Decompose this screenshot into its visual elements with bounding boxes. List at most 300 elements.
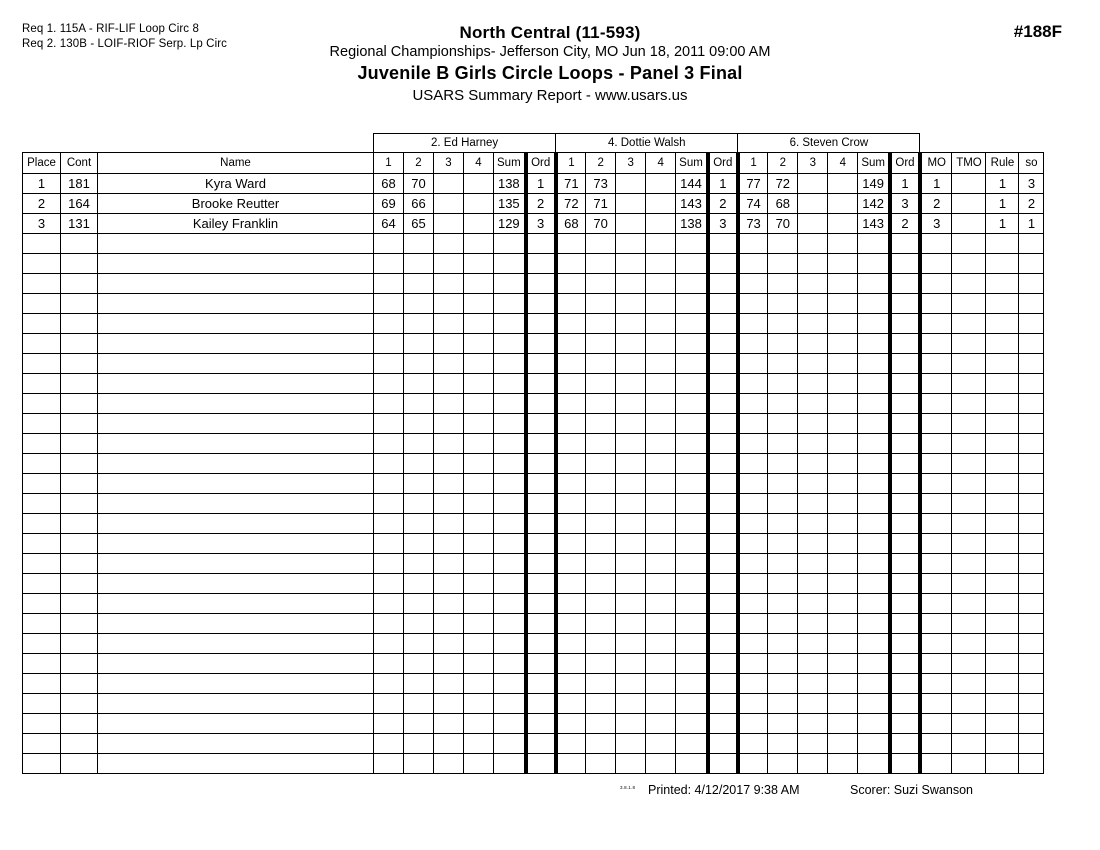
cell-empty [374,334,404,354]
cell-empty [986,654,1019,674]
cell-empty [890,334,920,354]
cell-empty [586,594,616,614]
cell-empty [23,654,61,674]
cell-empty [23,714,61,734]
cell-empty [464,494,494,514]
header-judge2-3: 3 [616,153,646,174]
cell-empty [708,454,738,474]
table-row-empty [23,414,1044,434]
cell-empty [828,534,858,554]
cell-empty [98,414,374,434]
cell-empty [828,274,858,294]
cell-empty [890,694,920,714]
cell-empty [798,414,828,434]
cell-empty [890,374,920,394]
cell-empty [858,614,890,634]
judge-row-spacer [23,134,374,153]
cell-empty [374,254,404,274]
cell-judge3-ord: 3 [890,194,920,214]
cell-empty [890,514,920,534]
cell-empty [1019,494,1044,514]
cell-empty [464,474,494,494]
cell-empty [464,514,494,534]
cell-empty [61,534,98,554]
table-row-empty [23,614,1044,634]
cell-cont: 164 [61,194,98,214]
cell-judge1-sum: 138 [494,174,526,194]
cell-judge1-s2: 70 [404,174,434,194]
cell-empty [61,514,98,534]
cell-empty [1019,594,1044,614]
cell-empty [616,474,646,494]
cell-empty [920,354,952,374]
cell-empty [708,574,738,594]
cell-empty [61,754,98,774]
header-judge1-1: 1 [374,153,404,174]
cell-empty [952,374,986,394]
cell-empty [526,414,556,434]
cell-empty [434,234,464,254]
cell-empty [586,334,616,354]
cell-empty [374,614,404,634]
cell-empty [798,734,828,754]
cell-judge2-s2: 73 [586,174,616,194]
cell-judge2-ord: 2 [708,194,738,214]
cell-judge3-s2: 70 [768,214,798,234]
cell-empty [374,414,404,434]
cell-empty [798,614,828,634]
cell-judge1-s1: 68 [374,174,404,194]
table-row-empty [23,354,1044,374]
cell-empty [556,474,586,494]
cell-empty [646,594,676,614]
cell-judge1-s1: 69 [374,194,404,214]
cell-empty [676,754,708,774]
cell-judge1-ord: 2 [526,194,556,214]
cell-empty [828,494,858,514]
cell-empty [646,234,676,254]
cell-empty [920,314,952,334]
cell-empty [616,394,646,414]
cell-empty [986,674,1019,694]
cell-empty [526,514,556,534]
cell-judge2-s3 [616,194,646,214]
cell-mo: 1 [920,174,952,194]
cell-empty [494,574,526,594]
cell-empty [858,734,890,754]
cell-empty [828,234,858,254]
cell-empty [98,374,374,394]
header-name: Name [98,153,374,174]
cell-empty [464,314,494,334]
cell-empty [23,374,61,394]
table-row-empty [23,234,1044,254]
cell-empty [986,354,1019,374]
cell-empty [952,474,986,494]
cell-empty [1019,574,1044,594]
cell-empty [61,614,98,634]
column-header-row [23,153,1044,174]
cell-empty [676,474,708,494]
cell-judge2-s1: 71 [556,174,586,194]
cell-empty [952,254,986,274]
cell-empty [556,594,586,614]
cell-judge2-s2: 71 [586,194,616,214]
cell-empty [738,334,768,354]
cell-judge3-s1: 73 [738,214,768,234]
cell-empty [526,494,556,514]
cell-empty [646,574,676,594]
cell-empty [828,414,858,434]
cell-judge1-s4 [464,174,494,194]
cell-name: Brooke Reutter [98,194,374,214]
cell-empty [616,694,646,714]
cell-empty [798,634,828,654]
cell-empty [952,234,986,254]
cell-empty [646,494,676,514]
cell-empty [920,754,952,774]
table-row-empty [23,594,1044,614]
cell-empty [768,494,798,514]
cell-empty [768,474,798,494]
cell-empty [768,254,798,274]
cell-empty [404,594,434,614]
cell-empty [798,374,828,394]
cell-empty [434,554,464,574]
cell-empty [708,334,738,354]
cell-empty [526,674,556,694]
cell-empty [738,714,768,734]
cell-empty [494,394,526,414]
cell-empty [494,614,526,634]
cell-empty [404,454,434,474]
cell-empty [404,514,434,534]
cell-empty [738,274,768,294]
cell-empty [374,474,404,494]
cell-empty [828,554,858,574]
cell-empty [952,274,986,294]
cell-empty [494,714,526,734]
cell-empty [434,454,464,474]
cell-empty [738,634,768,654]
cell-empty [1019,234,1044,254]
cell-empty [586,294,616,314]
cell-empty [434,274,464,294]
cell-empty [920,514,952,534]
cell-empty [828,254,858,274]
cell-empty [404,554,434,574]
cell-judge2-s3 [616,214,646,234]
cell-empty [374,374,404,394]
cell-empty [952,294,986,314]
cell-empty [404,294,434,314]
cell-empty [986,334,1019,354]
cell-empty [494,534,526,554]
cell-judge1-s1: 64 [374,214,404,234]
cell-empty [890,674,920,694]
cell-empty [23,534,61,554]
cell-empty [738,254,768,274]
cell-empty [646,734,676,754]
cell-empty [708,534,738,554]
cell-judge2-s1: 68 [556,214,586,234]
cell-empty [526,694,556,714]
cell-empty [374,554,404,574]
cell-empty [98,734,374,754]
cell-empty [738,554,768,574]
cell-judge3-s1: 74 [738,194,768,214]
cell-judge1-s4 [464,194,494,214]
cell-empty [952,554,986,574]
header-judge1-3: 3 [434,153,464,174]
cell-empty [556,334,586,354]
cell-empty [738,654,768,674]
cell-cont: 181 [61,174,98,194]
cell-empty [556,514,586,534]
cell-empty [952,414,986,434]
cell-empty [768,574,798,594]
header-cont: Cont [61,153,98,174]
cell-empty [986,594,1019,614]
cell-empty [586,534,616,554]
cell-empty [986,554,1019,574]
cell-empty [952,634,986,654]
cell-judge1-s3 [434,174,464,194]
cell-empty [374,294,404,314]
cell-empty [708,554,738,574]
cell-empty [920,654,952,674]
cell-empty [738,414,768,434]
cell-empty [61,454,98,474]
cell-empty [61,474,98,494]
table-row-empty [23,314,1044,334]
cell-empty [1019,414,1044,434]
cell-judge3-ord: 1 [890,174,920,194]
header-judge1-2: 2 [404,153,434,174]
printed-label: Printed: 4/12/2017 9:38 AM [648,783,800,797]
cell-empty [768,714,798,734]
cell-empty [526,434,556,454]
cell-empty [920,234,952,254]
cell-empty [616,554,646,574]
cell-empty [858,694,890,714]
cell-empty [676,694,708,714]
cell-empty [98,494,374,514]
cell-empty [708,514,738,534]
cell-empty [404,654,434,674]
table-row [23,194,1044,214]
cell-empty [738,514,768,534]
cell-judge1-s3 [434,214,464,234]
cell-empty [798,474,828,494]
cell-empty [374,274,404,294]
cell-empty [374,234,404,254]
cell-empty [616,254,646,274]
cell-empty [798,454,828,474]
cell-empty [556,254,586,274]
cell-empty [920,734,952,754]
cell-empty [920,534,952,554]
cell-empty [920,494,952,514]
cell-empty [374,734,404,754]
cell-judge2-s3 [616,174,646,194]
cell-empty [768,514,798,534]
cell-empty [556,294,586,314]
event-subtitle: Regional Championships- Jefferson City, MO Jun 18, 2011 09:00 AM [329,44,771,60]
cell-empty [858,274,890,294]
table-row-empty [23,394,1044,414]
cell-empty [586,494,616,514]
cell-empty [434,754,464,774]
cell-judge1-s2: 66 [404,194,434,214]
cell-empty [828,434,858,454]
cell-empty [890,294,920,314]
cell-empty [556,494,586,514]
cell-empty [890,394,920,414]
cell-empty [464,734,494,754]
cell-empty [646,454,676,474]
cell-empty [61,674,98,694]
cell-cont: 131 [61,214,98,234]
table-row-empty [23,674,1044,694]
cell-empty [798,714,828,734]
cell-empty [1019,654,1044,674]
cell-empty [494,734,526,754]
cell-empty [464,534,494,554]
cell-empty [738,394,768,414]
cell-empty [986,394,1019,414]
cell-empty [768,694,798,714]
cell-empty [858,234,890,254]
cell-empty [986,494,1019,514]
cell-empty [798,514,828,534]
cell-empty [828,514,858,534]
cell-empty [676,614,708,634]
cell-empty [434,694,464,714]
cell-empty [646,354,676,374]
cell-empty [920,714,952,734]
cell-empty [23,314,61,334]
cell-empty [23,554,61,574]
cell-empty [798,254,828,274]
cell-empty [526,394,556,414]
cell-empty [98,454,374,474]
cell-judge1-s3 [434,194,464,214]
cell-empty [98,754,374,774]
cell-empty [61,374,98,394]
cell-empty [61,494,98,514]
cell-empty [586,554,616,574]
cell-empty [494,554,526,574]
cell-empty [616,594,646,614]
cell-empty [586,394,616,414]
cell-empty [556,554,586,574]
cell-empty [768,294,798,314]
cell-empty [986,754,1019,774]
cell-empty [556,714,586,734]
cell-empty [98,254,374,274]
cell-empty [676,374,708,394]
cell-empty [23,354,61,374]
cell-empty [586,414,616,434]
cell-empty [676,354,708,374]
header-judge2-2: 2 [586,153,616,174]
cell-empty [464,594,494,614]
cell-empty [616,754,646,774]
table-row-empty [23,754,1044,774]
cell-judge2-sum: 144 [676,174,708,194]
cell-empty [986,294,1019,314]
table-row-empty [23,474,1044,494]
header-judge2-1: 1 [556,153,586,174]
cell-empty [374,754,404,774]
cell-empty [23,494,61,514]
cell-empty [464,614,494,634]
cell-empty [374,534,404,554]
cell-empty [708,614,738,634]
cell-empty [494,334,526,354]
cell-empty [586,354,616,374]
cell-empty [708,474,738,494]
cell-judge3-s4 [828,174,858,194]
cell-empty [768,674,798,694]
cell-empty [798,234,828,254]
cell-name: Kyra Ward [98,174,374,194]
cell-empty [494,634,526,654]
header-judge1-sum: Sum [494,153,526,174]
cell-empty [556,674,586,694]
cell-empty [434,314,464,334]
cell-empty [798,754,828,774]
cell-empty [404,734,434,754]
table-row-empty [23,734,1044,754]
header-judge3-2: 2 [768,153,798,174]
cell-empty [798,274,828,294]
event-title: North Central (11-593) [459,23,641,42]
cell-empty [858,374,890,394]
judge-name-2: 4. Dottie Walsh [556,134,738,153]
cell-empty [828,694,858,714]
cell-empty [23,254,61,274]
cell-empty [920,274,952,294]
table-row-empty [23,694,1044,714]
cell-empty [23,634,61,654]
cell-empty [374,714,404,734]
cell-empty [586,474,616,494]
cell-empty [526,614,556,634]
cell-empty [404,314,434,334]
cell-empty [526,474,556,494]
cell-empty [434,434,464,454]
cell-empty [920,474,952,494]
cell-empty [768,374,798,394]
cell-empty [738,674,768,694]
cell-empty [986,414,1019,434]
cell-empty [23,414,61,434]
header-judge2-4: 4 [646,153,676,174]
cell-empty [494,354,526,374]
cell-empty [676,334,708,354]
cell-empty [858,254,890,274]
cell-empty [404,274,434,294]
cell-empty [798,694,828,714]
cell-empty [556,274,586,294]
cell-judge3-s4 [828,214,858,234]
cell-empty [1019,294,1044,314]
cell-empty [738,614,768,634]
cell-empty [464,714,494,734]
cell-empty [1019,354,1044,374]
